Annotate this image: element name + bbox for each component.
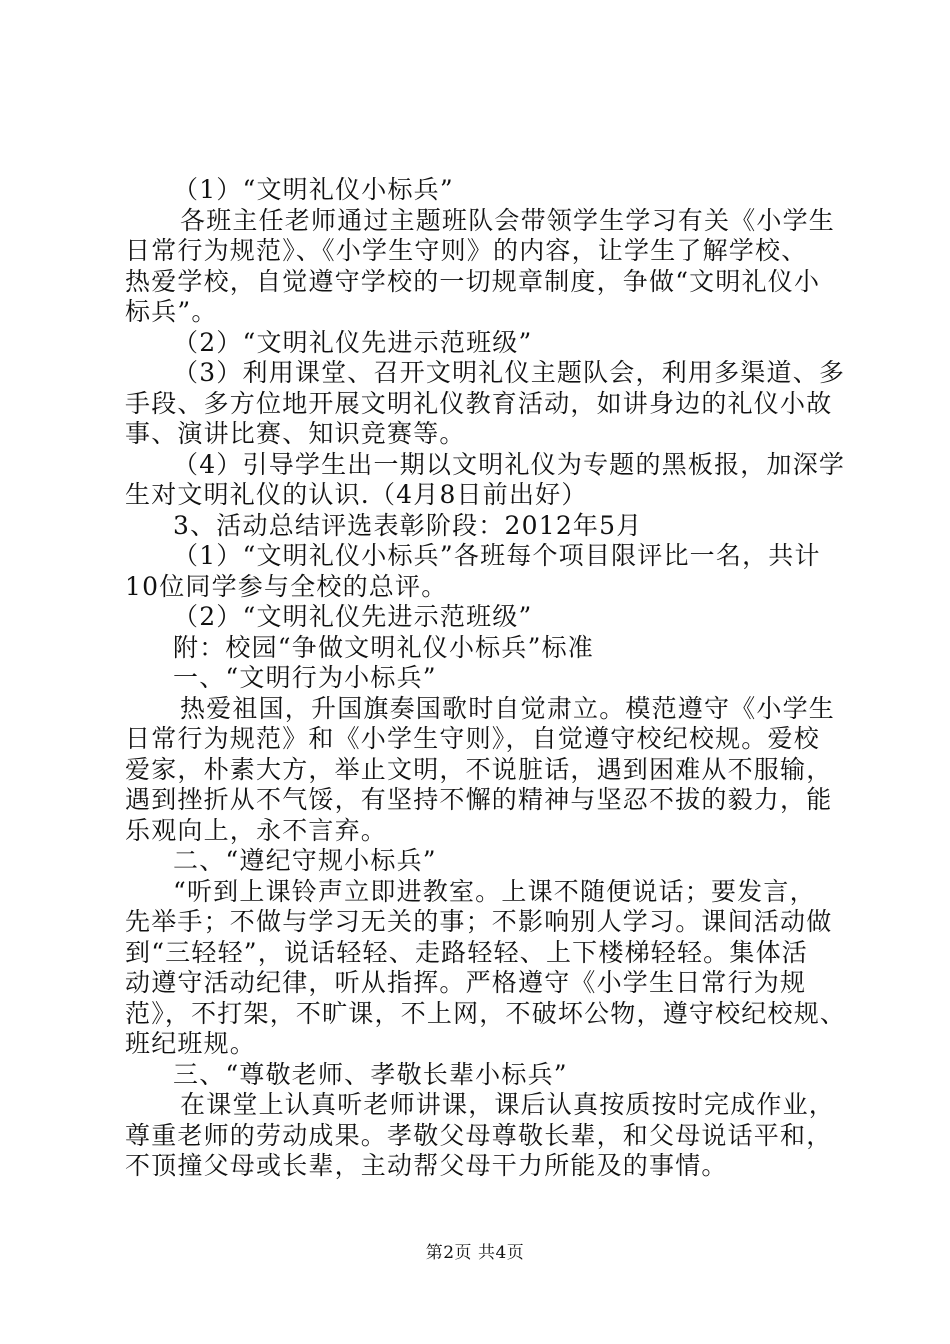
paragraph-line: 热爱学校，自觉遵守学校的一切规章制度，争做“文明礼仪小: [125, 267, 821, 296]
paragraph-line: （4）引导学生出一期以文明礼仪为专题的黑板报，加深学: [173, 450, 846, 479]
paragraph-line: 班纪班规。: [125, 1029, 257, 1058]
paragraph-line: “听到上课铃声立即进教室。上课不随便说话；要发言，: [173, 877, 816, 906]
paragraph-line: 乐观向上，永不言弃。: [125, 816, 388, 845]
section-heading: 二、“遵纪守规小标兵”: [173, 846, 437, 875]
paragraph-line: 10位同学参与全校的总评。: [125, 572, 448, 601]
paragraph-line: 事、演讲比赛、知识竞赛等。: [125, 419, 466, 448]
section-heading: 一、“文明行为小标兵”: [173, 663, 437, 692]
paragraph-line: 生对文明礼仪的认识.（4月8日前出好）: [125, 480, 588, 509]
paragraph-line: 先举手；不做与学习无关的事；不影响别人学习。课间活动做: [125, 907, 833, 936]
appendix-heading: 附：校园“争做文明礼仪小标兵”标准: [173, 633, 594, 662]
paragraph-line: （1）“文明礼仪小标兵”: [173, 175, 454, 204]
paragraph-line: 遇到挫折从不气馁，有坚持不懈的精神与坚忍不拔的毅力，能: [125, 785, 833, 814]
paragraph-line: 日常行为规范》和《小学生守则》，自觉遵守校纪校规。爱校: [125, 724, 820, 753]
paragraph-line: （2）“文明礼仪先进示范班级”: [173, 602, 533, 631]
paragraph-line: （3）利用课堂、召开文明礼仪主题队会，利用多渠道、多: [173, 358, 846, 387]
paragraph-line: 到“三轻轻”，说话轻轻、走路轻轻、上下楼梯轻轻。集体活: [125, 938, 808, 967]
paragraph-line: （2）“文明礼仪先进示范班级”: [173, 328, 533, 357]
paragraph-line: 热爱祖国，升国旗奏国歌时自觉肃立。模范遵守《小学生: [180, 694, 836, 723]
paragraph-line: （1）“文明礼仪小标兵”各班每个项目限评比一名，共计: [173, 541, 821, 570]
page-footer: 第2页 共4页: [425, 1243, 525, 1263]
paragraph-line: 各班主任老师通过主题班队会带领学生学习有关《小学生: [180, 206, 836, 235]
paragraph-line: 尊重老师的劳动成果。孝敬父母尊敬长辈，和父母说话平和，: [125, 1121, 833, 1150]
paragraph-line: 标兵”。: [125, 297, 218, 326]
section-heading: 3、活动总结评选表彰阶段：2012年5月: [173, 511, 643, 540]
paragraph-line: 在课堂上认真听老师讲课，课后认真按质按时完成作业，: [180, 1090, 836, 1119]
paragraph-line: 不顶撞父母或长辈，主动帮父母干力所能及的事情。: [125, 1151, 728, 1180]
paragraph-line: 范》，不打架，不旷课，不上网，不破坏公物，遵守校纪校规、: [125, 999, 847, 1028]
section-heading: 三、“尊敬老师、孝敬长辈小标兵”: [173, 1060, 568, 1089]
paragraph-line: 动遵守活动纪律，听从指挥。严格遵守《小学生日常行为规: [125, 968, 807, 997]
paragraph-line: 手段、多方位地开展文明礼仪教育活动，如讲身边的礼仪小故: [125, 389, 833, 418]
paragraph-line: 日常行为规范》、《小学生守则》的内容，让学生了解学校、: [125, 236, 808, 265]
paragraph-line: 爱家，朴素大方，举止文明，不说脏话，遇到困难从不服输，: [125, 755, 833, 784]
